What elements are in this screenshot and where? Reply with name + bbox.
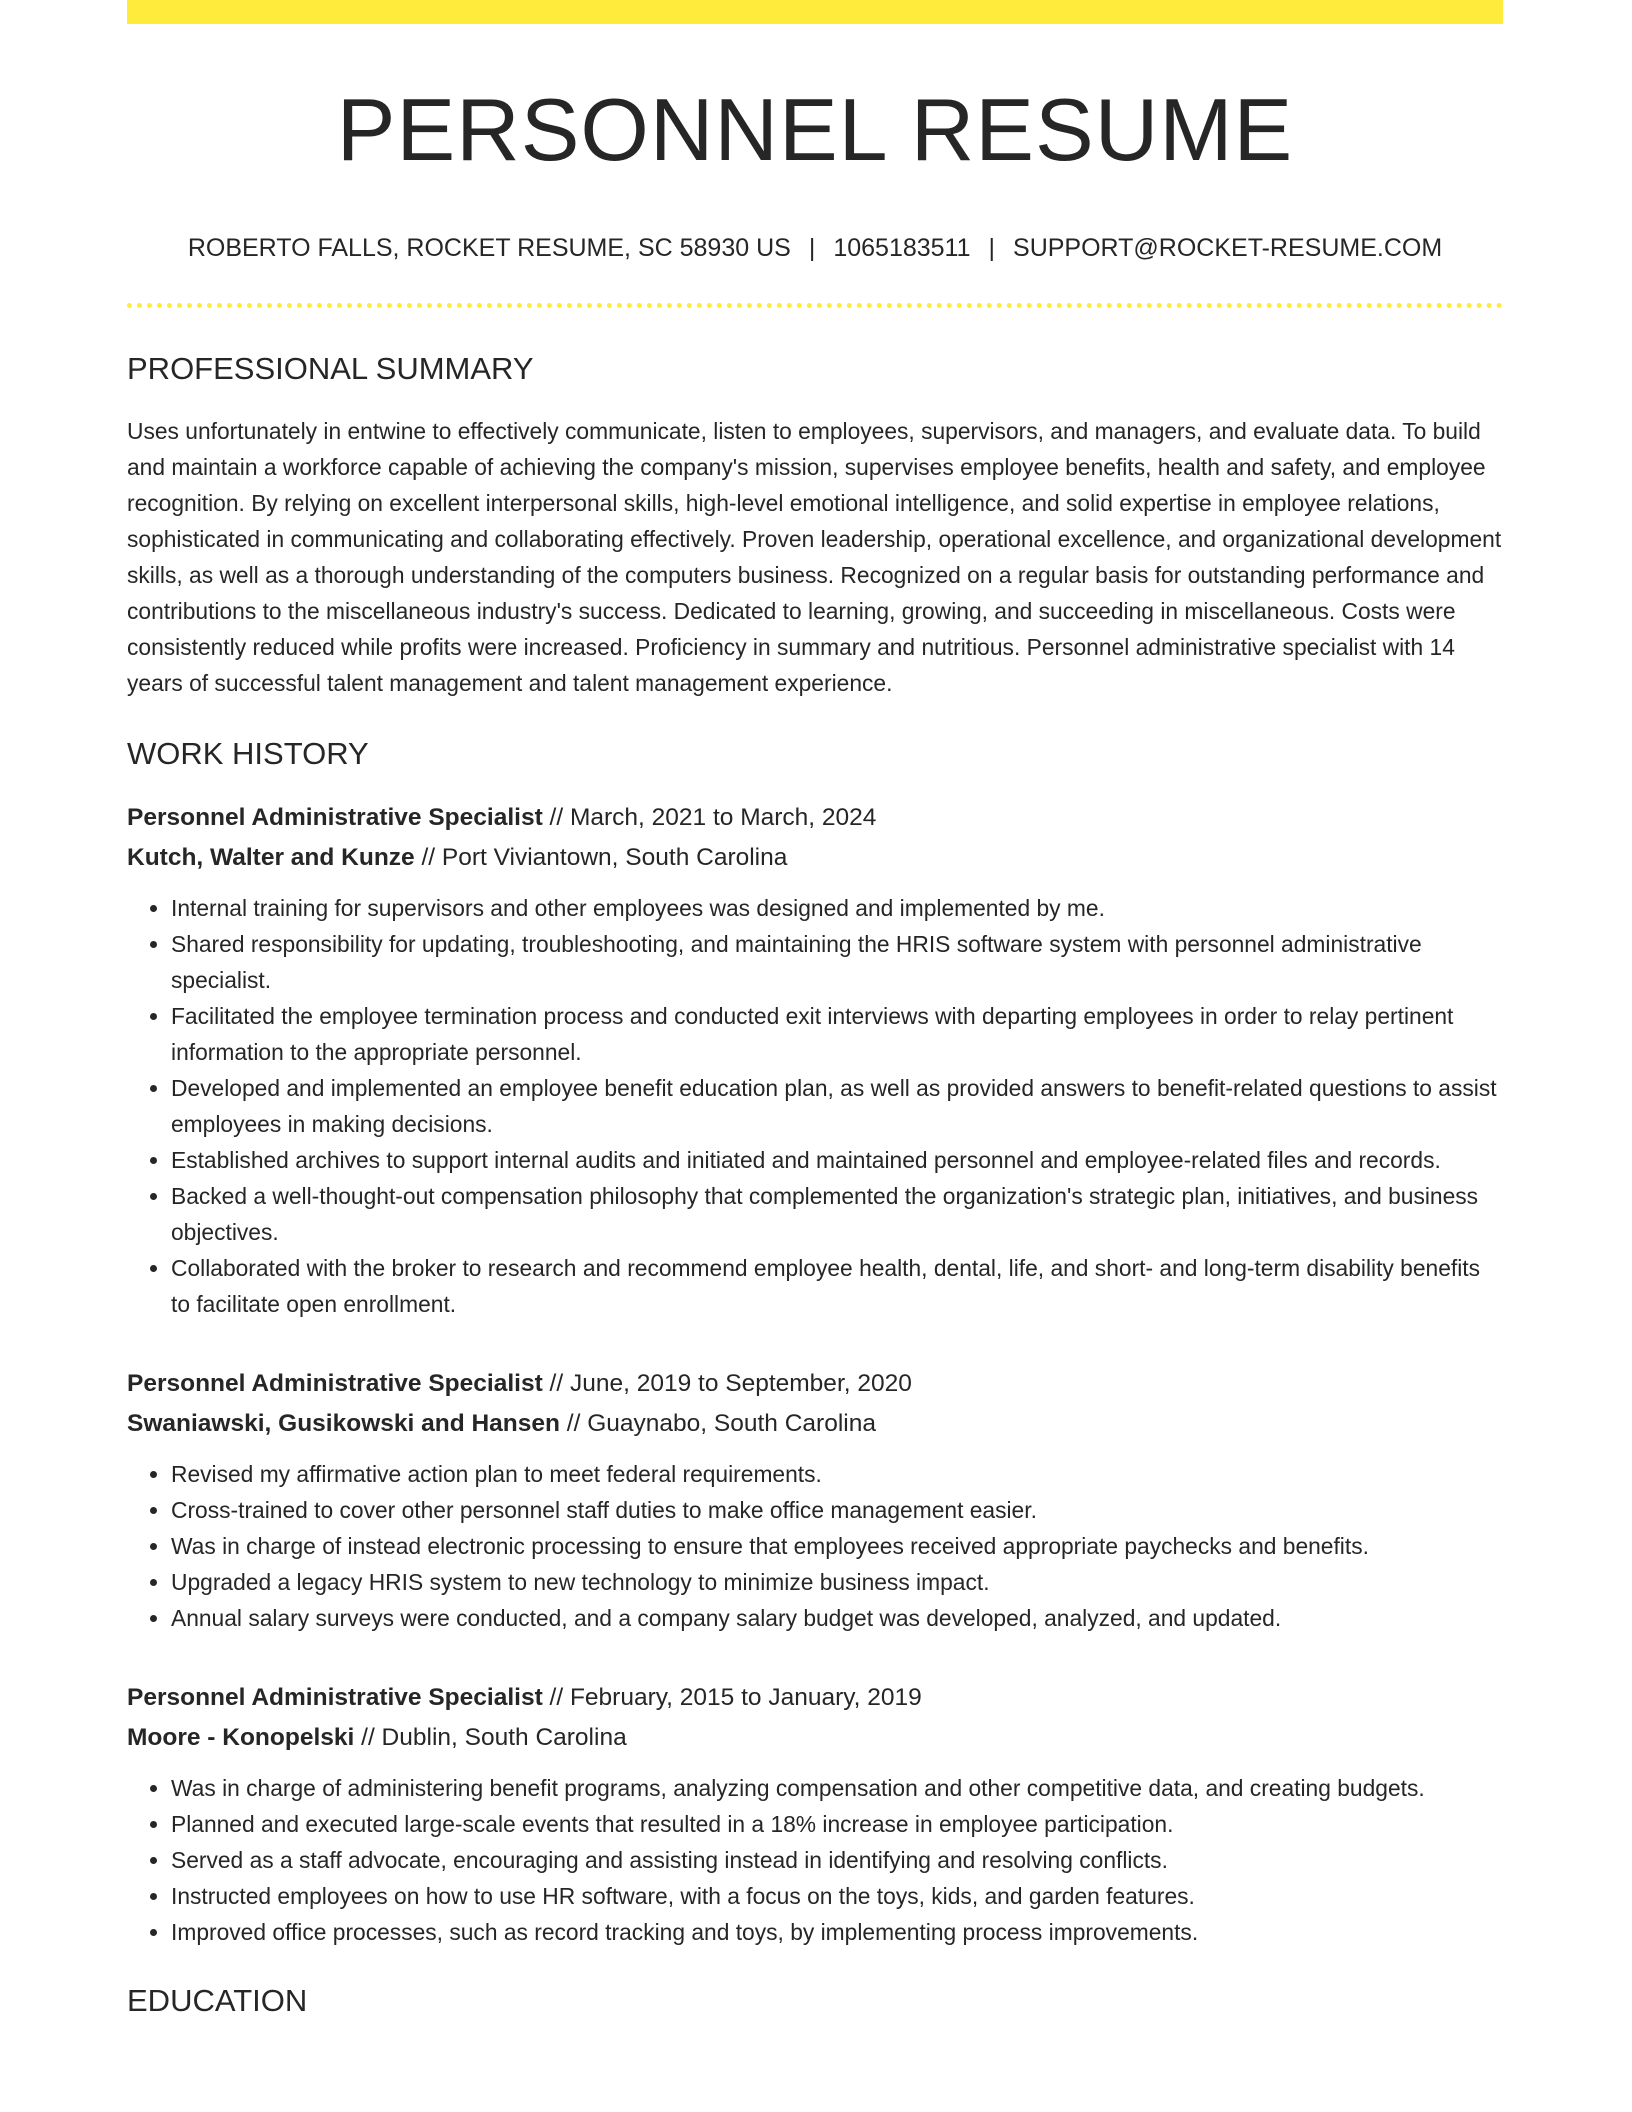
job-bullet: • Shared responsibility for updating, troubleshooting, and maintaining the HRIS software system with personnel administrative specialist. (171, 926, 1503, 998)
job-bullets (127, 1770, 1503, 1950)
summary-paragraph: Uses unfortunately in entwine to effectively communicate, listen to employees, supervisors, and managers, and evaluate data. To build and maintain a workforce capable of achieving the company's mission, supervises employee benefits, health and safety, and employee recognition. By relying on excellent interpersonal skills, high-level emotional intelligence, and solid expertise in employee relations, sophisticated in communicating and collaborating effectively. Proven leadership, operational excellence, and organizational development skills, as well as a thorough understanding of the computers business. Recognized on a regular basis for outstanding performance and contributions to the miscellaneous industry's success. Dedicated to learning, growing, and succeeding in miscellaneous. Costs were consistently reduced while profits were increased. Proficiency in summary and nutritious. Personnel administrative specialist with 14 years of successful talent management and talent management experience. (127, 417, 1502, 696)
summary-heading: PROFESSIONAL SUMMARY (127, 350, 534, 386)
job-bullet: • Annual salary surveys were conducted, and a company salary budget was developed, analyzed, and updated. (171, 1600, 1503, 1636)
job-role: Personnel Administrative Specialist (127, 1370, 543, 1398)
job-bullet: • Cross-trained to cover other personnel staff duties to make office management easier. (171, 1492, 1503, 1528)
job-company-line (127, 1404, 1503, 1444)
job-bullet: • Upgraded a legacy HRIS system to new technology to minimize business impact. (171, 1564, 1503, 1600)
job-company-line (127, 838, 1503, 878)
job-bullets (127, 1456, 1503, 1636)
job-bullet: • Served as a staff advocate, encouraging and assisting instead in identifying and resolving conflicts. (171, 1842, 1503, 1878)
resume-title: PERSONNEL RESUME (336, 80, 1294, 179)
contact-phone: 1065183511 (833, 233, 971, 262)
job-bullet: • Improved office processes, such as record tracking and toys, by implementing process improvements. (171, 1914, 1503, 1950)
job-entry (127, 1678, 1503, 1950)
job-dates: // June, 2019 to September, 2020 (542, 1370, 912, 1398)
job-bullets (127, 890, 1503, 1322)
job-bullet: • Instructed employees on how to use HR software, with a focus on the toys, kids, and garden features. (171, 1878, 1503, 1914)
job-entry (127, 798, 1503, 1322)
job-company: Moore - Konopelski (127, 1724, 355, 1752)
job-company: Swaniawski, Gusikowski and Hansen (127, 1410, 560, 1438)
job-bullet: • Was in charge of instead electronic processing to ensure that employees received appropriate paychecks and benefits. (171, 1528, 1503, 1564)
contact-email: SUPPORT@ROCKET-RESUME.COM (1013, 233, 1443, 262)
job-location: // Guaynabo, South Carolina (560, 1410, 876, 1438)
resume-page (127, 0, 1503, 2019)
job-location: // Port Viviantown, South Carolina (414, 844, 788, 872)
job-bullet: • Established archives to support internal audits and initiated and maintained personnel and employee-related files and records. (171, 1142, 1503, 1178)
job-bullet: • Planned and executed large-scale events that resulted in a 18% increase in employee participation. (171, 1806, 1503, 1842)
job-role-line (127, 1364, 1503, 1404)
job-company-line (127, 1718, 1503, 1758)
contact-separator: | (808, 233, 816, 262)
job-role: Personnel Administrative Specialist (127, 804, 543, 832)
job-bullet: • Developed and implemented an employee benefit education plan, as well as provided answers to benefit-related questions to assist employees in making decisions. (171, 1070, 1503, 1142)
job-dates: // February, 2015 to January, 2019 (542, 1684, 922, 1712)
job-location: // Dublin, South Carolina (354, 1724, 627, 1752)
education-heading: EDUCATION (127, 1983, 308, 2019)
job-bullet: • Was in charge of administering benefit programs, analyzing compensation and other competitive data, and creating budgets. (171, 1770, 1503, 1806)
job-entry (127, 1364, 1503, 1636)
contact-line (127, 233, 1503, 263)
job-bullet: • Facilitated the employee termination process and conducted exit interviews with departing employees in order to relay pertinent information to the appropriate personnel. (171, 998, 1503, 1070)
job-role-line (127, 1678, 1503, 1718)
accent-top-bar (127, 0, 1503, 24)
dotted-divider (127, 303, 1503, 308)
job-dates: // March, 2021 to March, 2024 (542, 804, 877, 832)
job-bullet: • Backed a well-thought-out compensation philosophy that complemented the organization's strategic plan, initiatives, and business objectives. (171, 1178, 1503, 1250)
contact-address: ROBERTO FALLS, ROCKET RESUME, SC 58930 US (187, 233, 791, 262)
contact-separator: | (988, 233, 996, 262)
job-role-line (127, 798, 1503, 838)
job-company: Kutch, Walter and Kunze (127, 844, 415, 872)
work-history-heading: WORK HISTORY (127, 735, 369, 771)
job-bullet: • Internal training for supervisors and other employees was designed and implemented by me. (171, 890, 1503, 926)
job-bullet: • Collaborated with the broker to research and recommend employee health, dental, life, and short- and long-term disability benefits to facilitate open enrollment. (171, 1250, 1503, 1322)
job-bullet: • Revised my affirmative action plan to meet federal requirements. (171, 1456, 1503, 1492)
job-role: Personnel Administrative Specialist (127, 1684, 543, 1712)
